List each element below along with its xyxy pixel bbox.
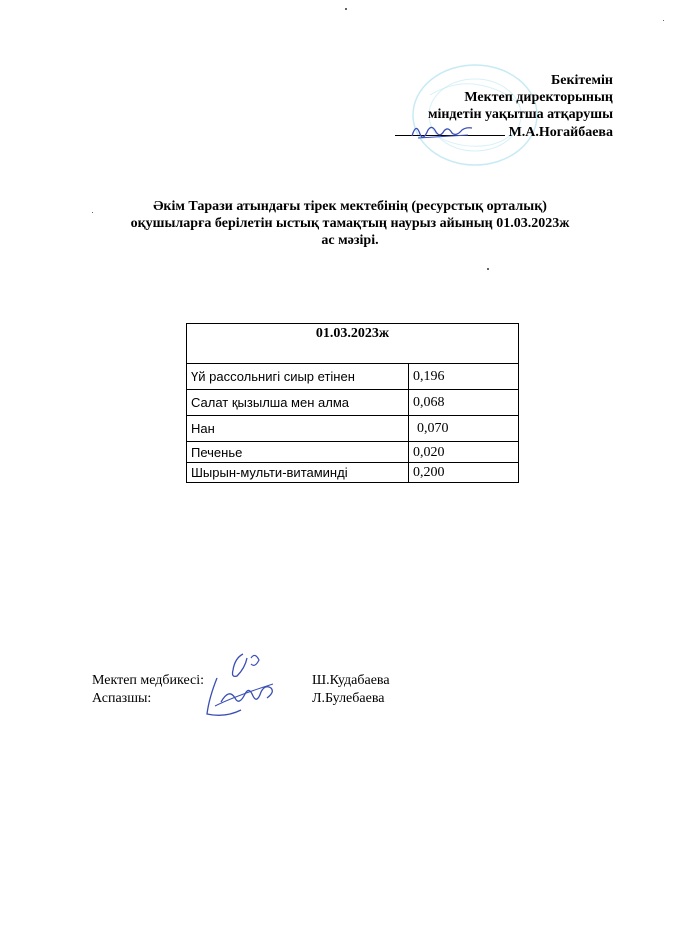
cook-role: Аспазшы: — [92, 691, 152, 706]
dish-name: Үй рассольнигі сиыр етінен — [187, 364, 409, 390]
scan-speck — [345, 8, 347, 10]
table-row — [187, 416, 519, 442]
table-row — [187, 390, 519, 416]
table-row — [187, 364, 519, 390]
dish-name: Печенье — [187, 442, 409, 463]
dish-name: Нан — [187, 416, 409, 442]
menu-title — [90, 198, 610, 249]
cook-row — [92, 690, 422, 708]
nurse-role: Мектеп медбикесі: — [92, 673, 205, 688]
signatures-block — [92, 672, 422, 708]
dish-portion: 0,070 — [409, 416, 519, 442]
table-row — [187, 463, 519, 483]
dish-portion: 0,068 — [409, 390, 519, 416]
table-row — [187, 442, 519, 463]
table-date-header: 01.03.2023ж — [187, 324, 519, 364]
dish-portion: 0,200 — [409, 463, 519, 483]
menu-table — [186, 323, 519, 483]
approval-acting: міндетін уақытша атқарушы — [427, 107, 613, 122]
title-line-1: Әкім Тарази атындағы тірек мектебінің (ресурстық орталық) — [153, 199, 547, 214]
dish-name: Шырын-мульти-витаминді — [187, 463, 409, 483]
nurse-row — [92, 672, 422, 690]
director-name: М.А.Ногайбаева — [508, 125, 613, 140]
nurse-name: Ш.Кудабаева — [312, 673, 390, 688]
dish-name: Салат қызылша мен алма — [187, 390, 409, 416]
dish-portion: 0,020 — [409, 442, 519, 463]
approval-title: Бекітемін — [550, 73, 613, 88]
table-header-row — [187, 324, 519, 364]
scan-speck — [663, 20, 664, 21]
title-line-3: ас мәзірі. — [321, 233, 379, 248]
cook-name: Л.Булебаева — [312, 691, 385, 706]
scan-speck — [487, 268, 489, 270]
title-line-2: оқушыларға берілетін ыстық тамақтың наурыз айының 01.03.2023ж — [130, 216, 570, 231]
approval-position: Мектеп директорының — [464, 90, 613, 105]
scan-speck — [92, 212, 93, 213]
dish-portion: 0,196 — [409, 364, 519, 390]
director-signature — [408, 118, 476, 144]
